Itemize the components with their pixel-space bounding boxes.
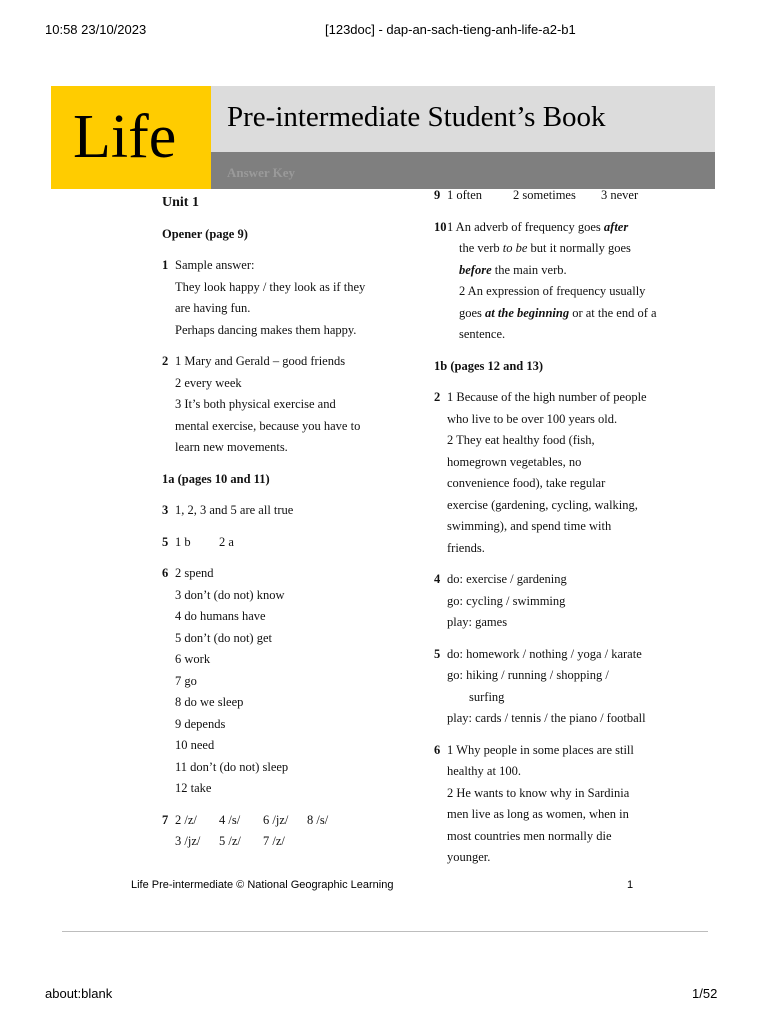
answer-6b: 6 1 Why people in some places are still healthy at 100. 2 He wants to know why in Sardinia men live as long as women, when in most countries men normally die younger. bbox=[434, 742, 634, 864]
subtitle-bar bbox=[211, 152, 715, 189]
print-doc-title: [123doc] - dap-an-sach-tieng-anh-life-a2-b1 bbox=[325, 22, 576, 37]
title-bar bbox=[211, 86, 715, 152]
answer-6: 6 2 spend 3 don’t (do not) know 4 do humans have 5 don’t (do not) get 6 work 7 go 8 do we sleep 9 depends 10 need 11 don’t (do not) sleep 12 take bbox=[162, 566, 289, 795]
answer-10: 10 1 An adverb of frequency goes after the verb to be but it normally goes before the main verb. 2 An expression of frequency usually goes at the beginning or at the end of a sentence. bbox=[434, 219, 657, 341]
life-logo bbox=[51, 86, 211, 189]
print-url: about:blank bbox=[45, 986, 113, 1001]
logo-text: Life bbox=[73, 103, 177, 171]
print-datetime: 10:58 23/10/2023 bbox=[45, 22, 147, 37]
page-number: 1 bbox=[627, 879, 634, 891]
answer-4b: 4 do: exercise / gardening go: cycling / swimming play: games bbox=[434, 572, 567, 629]
right-column bbox=[434, 185, 684, 869]
section-1a: 1a (pages 10 and 11) bbox=[162, 471, 270, 486]
answer-5: 5 1 b 2 a bbox=[162, 534, 234, 549]
book-title: Pre-intermediate Student’s Book bbox=[227, 101, 606, 133]
footer-credit: Life Pre-intermediate © National Geographic Learning bbox=[131, 879, 394, 891]
section-1b: 1b (pages 12 and 13) bbox=[434, 358, 544, 373]
book-banner bbox=[51, 86, 715, 189]
answer-5b: 5 do: homework / nothing / yoga / karate go: hiking / running / shopping / surfing play: cards / tennis / the piano / football bbox=[434, 646, 646, 725]
book-subtitle: Answer Key bbox=[227, 165, 296, 180]
answer-1: 1 Sample answer: They look happy / they look as if they are having fun. Perhaps dancing makes them happy. bbox=[162, 258, 366, 337]
answer-2b: 2 1 Because of the high number of people who live to be over 100 years old. 2 They eat healthy food (fish, homegrown vegetables, no convenience food), take regular exercise (gardening, cycling, walking, swimming), and spend time with friends. bbox=[434, 390, 647, 555]
print-header bbox=[0, 22, 768, 42]
print-page-count: 1/52 bbox=[692, 986, 718, 1001]
section-opener: Opener (page 9) bbox=[162, 226, 248, 241]
page-divider bbox=[62, 931, 708, 932]
answer-2: 2 1 Mary and Gerald – good friends 2 every week 3 It’s both physical exercise and mental exercise, because you have to learn new movements. bbox=[162, 354, 361, 454]
answer-7: 7 2 /z/ 4 /s/ 6 /jz/ 8 /s/ 3 /jz/ 5 /z/ 7 /z/ bbox=[162, 812, 329, 848]
left-column bbox=[162, 192, 402, 853]
unit-title: Unit 1 bbox=[162, 195, 199, 210]
answer-3: 3 1, 2, 3 and 5 are all true bbox=[162, 503, 294, 517]
answer-9: 9 1 often 2 sometimes 3 never bbox=[434, 188, 639, 202]
